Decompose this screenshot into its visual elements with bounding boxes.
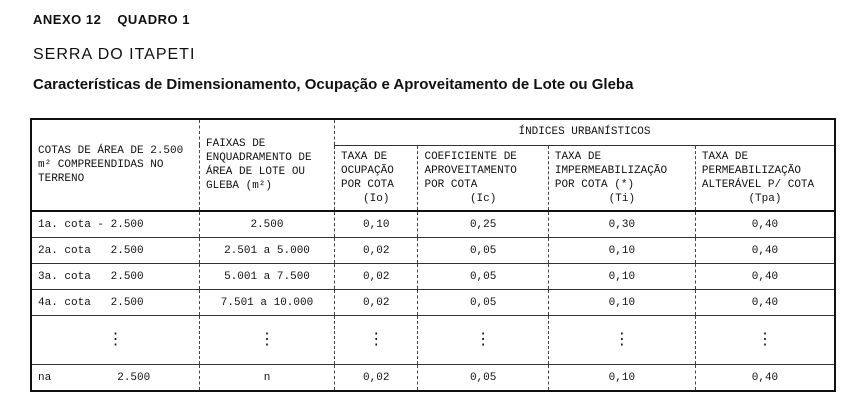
cell-cota: na 2.500 xyxy=(31,365,200,392)
cell-faixa: ⋮ xyxy=(200,316,335,365)
table-row xyxy=(31,316,835,365)
cell-io: 0,02 xyxy=(335,264,418,290)
cell-ti: 0,10 xyxy=(548,238,695,264)
table-row xyxy=(31,365,835,392)
cell-ti: 0,10 xyxy=(548,264,695,290)
header-ic: COEFICIENTE DE APROVEITAMENTO POR COTA (Ic) xyxy=(418,145,548,211)
table-row xyxy=(31,238,835,264)
header-cotas: COTAS DE ÁREA DE 2.500 m² COMPREENDIDAS NO TERRENO xyxy=(31,119,200,211)
table-row xyxy=(31,211,835,238)
cell-tpa: ⋮ xyxy=(695,316,835,365)
cell-io: 0,02 xyxy=(335,238,418,264)
subtitle: Características de Dimensionamento, Ocupação e Aproveitamento de Lote ou Gleba xyxy=(33,76,634,93)
cell-ti: ⋮ xyxy=(548,316,695,365)
cell-ic: 0,05 xyxy=(418,264,548,290)
header-indices-group: ÍNDICES URBANÍSTICOS xyxy=(335,119,836,145)
cell-io: 0,02 xyxy=(335,290,418,316)
cell-cota: 4a. cota 2.500 xyxy=(31,290,200,316)
annex-label: ANEXO 12 xyxy=(33,12,102,27)
table-row xyxy=(31,290,835,316)
cell-tpa: 0,40 xyxy=(695,238,835,264)
cell-ti: 0,10 xyxy=(548,365,695,392)
cell-faixa: n xyxy=(200,365,335,392)
cell-ic: 0,25 xyxy=(418,211,548,238)
cell-ic: 0,05 xyxy=(418,238,548,264)
cell-io: 0,02 xyxy=(335,365,418,392)
cell-tpa: 0,40 xyxy=(695,264,835,290)
cell-faixa: 2.501 a 5.000 xyxy=(200,238,335,264)
cell-cota: 2a. cota 2.500 xyxy=(31,238,200,264)
cell-io: 0,10 xyxy=(335,211,418,238)
cell-cota: 3a. cota 2.500 xyxy=(31,264,200,290)
table-row xyxy=(31,264,835,290)
cell-tpa: 0,40 xyxy=(695,365,835,392)
cell-cota: ⋮ xyxy=(31,316,200,365)
header-tpa: TAXA DE PERMEABILIZAÇÃO ALTERÁVEL P/ COTA (Tpa) xyxy=(695,145,835,211)
cell-ic: ⋮ xyxy=(418,316,548,365)
cell-io: ⋮ xyxy=(335,316,418,365)
cell-faixa: 5.001 a 7.500 xyxy=(200,264,335,290)
cell-faixa: 2.500 xyxy=(200,211,335,238)
cell-tpa: 0,40 xyxy=(695,290,835,316)
cell-ti: 0,10 xyxy=(548,290,695,316)
header-faixas: FAIXAS DE ENQUADRAMENTO DE ÁREA DE LOTE OU GLEBA (m²) xyxy=(200,119,335,211)
region-title: SERRA DO ITAPETI xyxy=(33,46,196,63)
table-number: QUADRO 1 xyxy=(117,12,190,27)
cell-cota: 1a. cota - 2.500 xyxy=(31,211,200,238)
cell-ti: 0,30 xyxy=(548,211,695,238)
cell-faixa: 7.501 a 10.000 xyxy=(200,290,335,316)
cell-ic: 0,05 xyxy=(418,290,548,316)
cell-tpa: 0,40 xyxy=(695,211,835,238)
document-header xyxy=(33,12,206,27)
indices-table xyxy=(30,118,836,392)
header-ti: TAXA DE IMPERMEABILIZAÇÃO POR COTA (*) (Ti) xyxy=(548,145,695,211)
header-io: TAXA DE OCUPAÇÃO POR COTA (Io) xyxy=(335,145,418,211)
cell-ic: 0,05 xyxy=(418,365,548,392)
